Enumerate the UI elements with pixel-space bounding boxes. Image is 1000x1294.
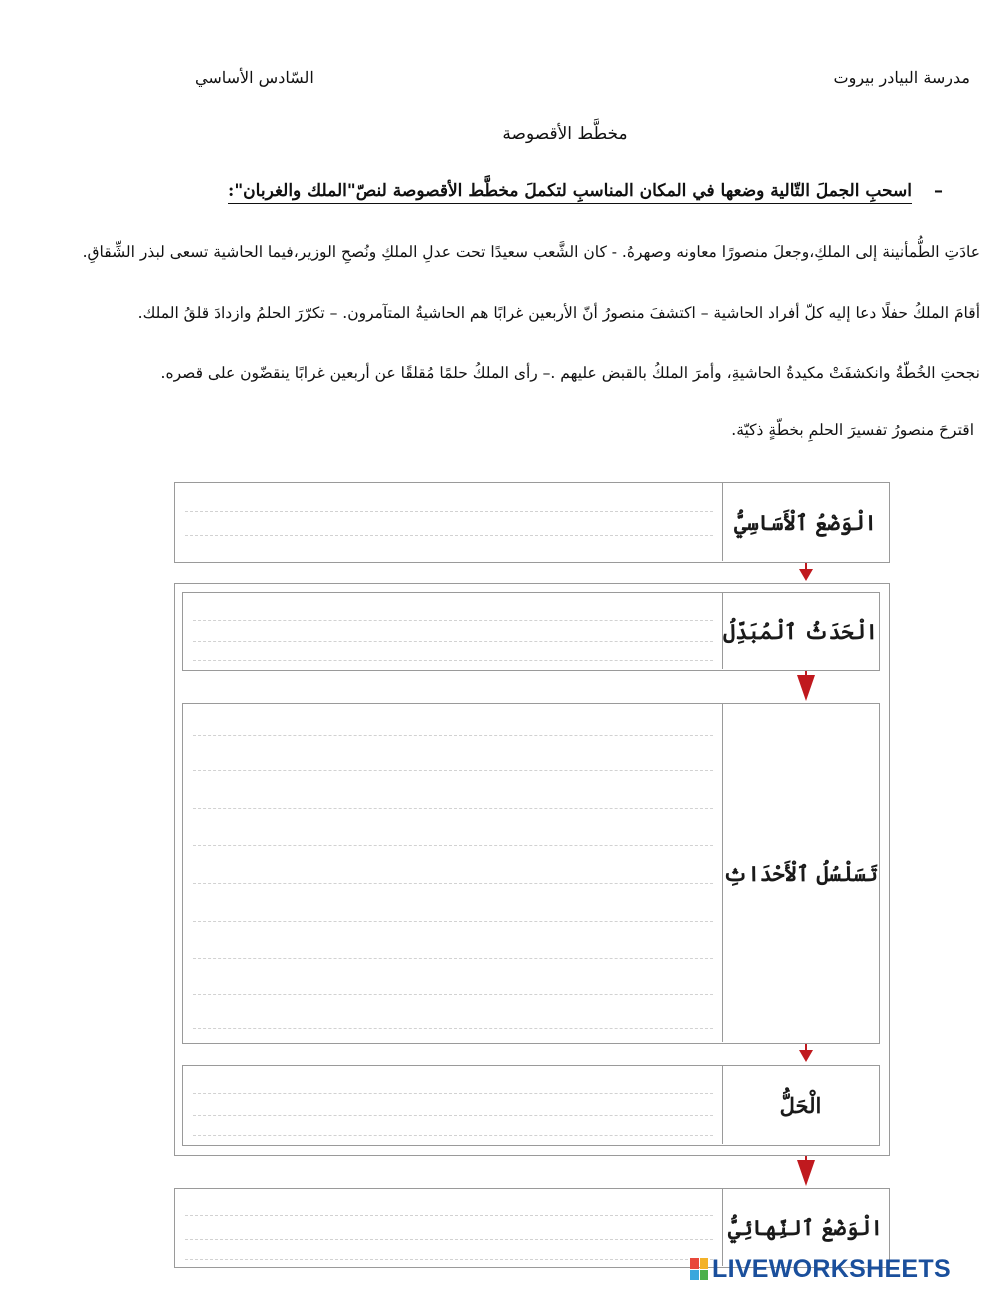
chain-of-events-row (182, 703, 880, 1044)
basic-situation-drop-zone[interactable] (179, 487, 719, 558)
trigger-event-label: الْحَدَثُ ٱلْمُبَدِّلُ (722, 593, 878, 669)
resolution-row (182, 1065, 880, 1146)
basic-situation-label: الْوَضْعُ ٱلْأَسَاسِيُّ (722, 483, 888, 561)
chain-of-events-label: تَسَلْسُلُ ٱلْأَحْدَاثِ (722, 704, 878, 1042)
basic-situation-row (174, 482, 890, 563)
instruction-text: اسحبِ الجملَ التّالية وضعها في المكان المناسبِ لتكملَ مخطَّط الأقصوصة لنصّ"الملك والغربان": (228, 181, 912, 204)
final-situation-drop-zone[interactable] (179, 1193, 719, 1263)
draggable-sentences-line-3[interactable]: نجحتِ الخُطّةُ وانكشفَتْ مكيدةُ الحاشيةِ، وأمرَ الملكُ بالقبض عليهم .– رأى الملكُ حلمًا مُقلقًا عن أربعين غرابًا ينقضّون على قصره. (160, 364, 980, 382)
liveworksheets-logo-icon (690, 1258, 708, 1280)
down-arrow-icon (799, 1050, 813, 1062)
chain-of-events-drop-zone[interactable] (187, 708, 719, 1039)
draggable-sentences-line-4[interactable]: اقترحَ منصورُ تفسيرَ الحلمِ بخطّةٍ ذكيّة. (731, 421, 974, 439)
liveworksheets-logo (690, 1254, 951, 1284)
down-arrow-icon (797, 675, 815, 701)
liveworksheets-logo-text: LIVEWORKSHEETS (712, 1254, 951, 1283)
down-arrow-icon (797, 1160, 815, 1186)
school-name: مدرسة البيادر بيروت (833, 68, 970, 87)
draggable-sentences-line-1[interactable]: عادَتِ الطُّمأنينة إلى الملكِ،وجعلَ منصورًا معاونه وصهرهُ. - كان الشَّعب سعيدًا تحت عدلِ الملكِ ونُصحِ الوزير،فيما الحاشية تسعى لبذر الشِّقاقِ. (82, 243, 980, 261)
grade-level: السّادس الأساسي (195, 68, 314, 87)
draggable-sentences-line-2[interactable]: أقامَ الملكُ حفلًا دعا إليه كلّ أفراد الحاشية – اكتشفَ منصورُ أنّ الأربعين غرابًا هم الحاشيةُ المتآمرون. – تكرّرَ الحلمُ وازدادَ قلقُ الملك. (137, 304, 980, 322)
down-arrow-icon (799, 569, 813, 581)
instruction-dash: – (934, 180, 943, 201)
final-situation-label: الْوَضْعُ ٱلنِّهائِيُّ (722, 1189, 888, 1266)
resolution-drop-zone[interactable] (187, 1070, 719, 1141)
page-title: مخطَّط الأقصوصة (502, 124, 628, 144)
trigger-event-drop-zone[interactable] (187, 597, 719, 666)
trigger-event-row (182, 592, 880, 671)
resolution-label: الْحَلُّ (722, 1066, 878, 1144)
